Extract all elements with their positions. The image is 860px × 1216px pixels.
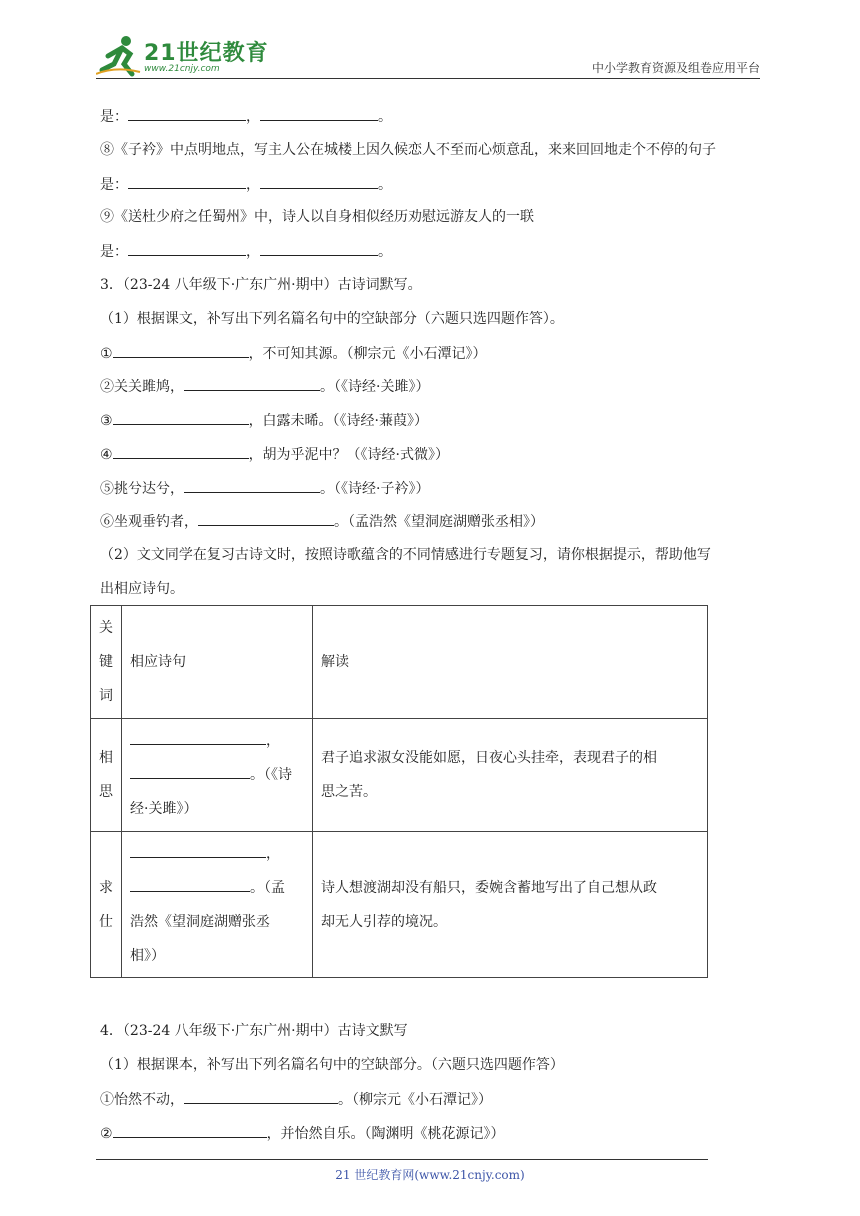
answer-blank[interactable] [113, 343, 249, 358]
q3-item5: ⑤挑兮达兮， 。（《诗经·子衿》） [100, 478, 429, 499]
answer-blank[interactable] [260, 174, 378, 189]
verse-cell: ， 。（孟 浩然《望洞庭湖赠张丞 相》） [122, 832, 313, 978]
keyword-cell: 相 思 [91, 719, 122, 832]
answer-blank[interactable] [130, 730, 266, 745]
q3-item6: ⑥坐观垂钓者， 。（孟浩然《望洞庭湖赠张丞相》） [100, 511, 544, 532]
note-cell: 君子追求淑女没能如愿，日夜心头挂牵，表现君子的相 思之苦。 [313, 719, 708, 832]
q2-item9-answer: 是： ， 。 [100, 241, 392, 262]
q4-item1: ①怡然不动， 。（柳宗元《小石潭记》） [100, 1089, 492, 1110]
logo-text: 21世纪教育 [144, 41, 269, 66]
q3-item1: ① ，不可知其源。（柳宗元《小石潭记》） [100, 343, 487, 364]
q3-item4: ④ ，胡为乎泥中？（《诗经·式微》） [100, 444, 449, 465]
answer-blank[interactable] [184, 478, 320, 493]
q4-part1: （1）根据课本，补写出下列名篇名句中的空缺部分。（六题只选四题作答） [100, 1057, 564, 1073]
table-header-row [91, 606, 708, 719]
table-row [91, 719, 708, 832]
logo [96, 34, 269, 80]
answer-blank[interactable] [260, 106, 378, 121]
answer-blank[interactable] [113, 410, 249, 425]
verse-header: 相应诗句 [122, 606, 313, 719]
answer-blank[interactable] [128, 241, 246, 256]
answer-blank[interactable] [128, 174, 246, 189]
header-divider [96, 78, 760, 79]
q4-item2: ② ，并怡然自乐。（陶渊明《桃花源记》） [100, 1123, 505, 1144]
verse-cell: ， 。（《诗 经·关雎》） [122, 719, 313, 832]
q3-title: 3．（23-24 八年级下·广东广州·期中）古诗词默写。 [100, 277, 422, 293]
note-header: 解读 [313, 606, 708, 719]
answer-blank[interactable] [130, 764, 250, 779]
q2-item8-answer: 是： ， 。 [100, 174, 392, 195]
q3-part2-line1: （2）文文同学在复习古诗文时，按照诗歌蕴含的不同情感进行专题复习，请你根据提示，帮助他写 [100, 547, 711, 563]
q3-item3: ③ ，白露未晞。（《诗经·蒹葭》） [100, 410, 428, 431]
footer-text: 21 世纪教育网(www.21cnjy.com) [335, 1168, 525, 1182]
q2-line-answer7: 是： ， 。 [100, 106, 392, 127]
footer-divider [96, 1159, 708, 1160]
q3-part1: （1）根据课文，补写出下列名篇名句中的空缺部分（六题只选四题作答）。 [100, 311, 564, 327]
answer-blank[interactable] [130, 843, 266, 858]
answer-blank[interactable] [198, 511, 334, 526]
keyword-header: 关 键 词 [91, 606, 122, 719]
runner-logo-icon [96, 34, 142, 78]
answer-blank[interactable] [128, 106, 246, 121]
answer-blank[interactable] [184, 376, 320, 391]
table-row [91, 832, 708, 978]
answer-blank[interactable] [260, 241, 378, 256]
q3-part2-line2: 出相应诗句。 [100, 581, 184, 597]
keyword-cell: 求 仕 [91, 832, 122, 978]
logo-url: www.21cnjy.com [144, 64, 220, 74]
platform-title: 中小学教育资源及组卷应用平台 [591, 61, 760, 75]
answer-blank[interactable] [130, 877, 250, 892]
q4-title: 4．（23-24 八年级下·广东广州·期中）古诗文默写 [100, 1023, 408, 1039]
answer-blank[interactable] [113, 1123, 267, 1138]
verse-table [90, 605, 708, 978]
q2-item9: ⑨《送杜少府之任蜀州》中，诗人以自身相似经历劝慰远游友人的一联 [100, 209, 534, 225]
answer-blank[interactable] [113, 444, 249, 459]
q3-item2: ②关关雎鸠， 。（《诗经·关雎》） [100, 376, 429, 397]
q2-item8: ⑧《子衿》中点明地点，写主人公在城楼上因久候恋人不至而心烦意乱，来来回回地走个不停的句子 [100, 142, 716, 158]
answer-blank[interactable] [184, 1089, 338, 1104]
page-header [96, 34, 760, 82]
note-cell: 诗人想渡湖却没有船只，委婉含蓄地写出了自己想从政 却无人引荐的境况。 [313, 832, 708, 978]
